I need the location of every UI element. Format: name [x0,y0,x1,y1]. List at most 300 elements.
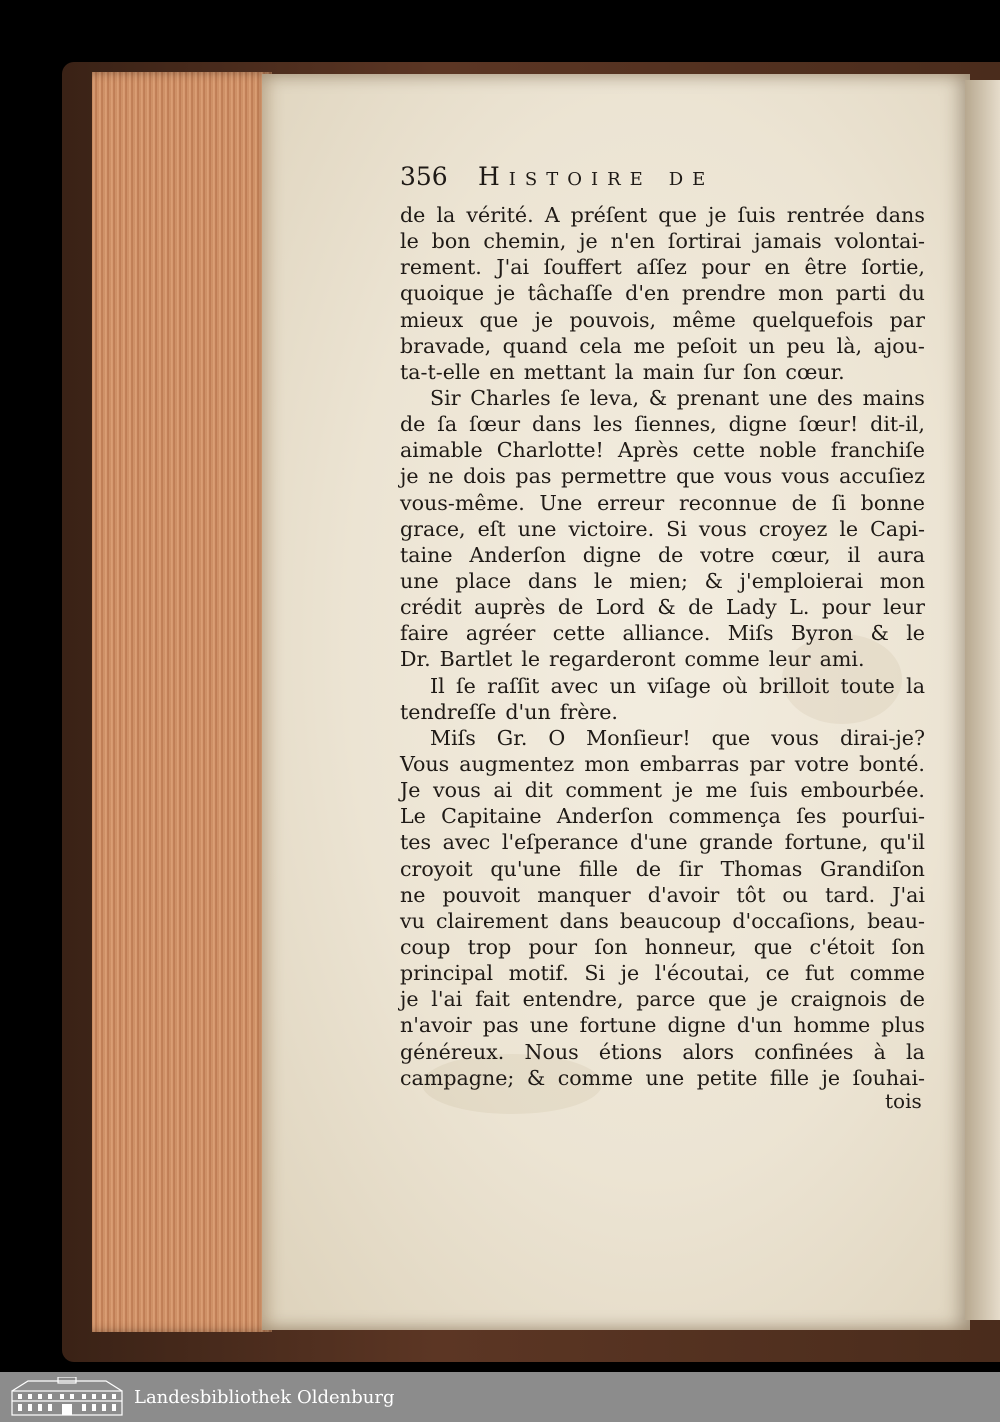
word: beau- [867,908,925,933]
word: eſt [477,516,506,541]
text-line [400,986,925,1012]
text-line [400,960,925,986]
word: ſon [743,359,777,384]
text-line [400,1039,925,1065]
word: agréer [465,621,536,646]
word: d'une [630,830,688,855]
word: vérité. [466,203,534,227]
word: grace, [400,516,466,541]
word: comme [684,647,760,672]
word: regarderont [549,647,676,672]
word: ſes [796,804,827,829]
word: principal [400,961,494,986]
word: avec [442,830,491,855]
word: trop [467,934,512,959]
word: ſur [703,359,735,384]
word: Charles [470,385,551,410]
word: Charlotte! [496,438,604,463]
word: quelquefois [752,307,874,332]
word: alliance. [622,621,711,646]
word: campagne; [400,1065,515,1090]
word: fille [769,1065,810,1090]
text-line [400,437,925,463]
text-line [400,228,925,254]
word: votre [794,751,850,776]
word: quoique [400,281,485,306]
word: je [534,307,554,332]
word: Bartlet [439,647,513,672]
word: dois [463,464,506,489]
word: ſœur [469,412,521,437]
word: Miſs [430,725,476,750]
word: même [672,307,736,332]
word: avec [550,673,599,698]
text-line [400,202,925,228]
word: confinées [754,1039,854,1064]
word: le [521,647,541,672]
word: ta-t-elle [400,359,481,384]
word: crédit [400,595,462,620]
text-line [400,385,925,411]
word: dans [532,412,582,437]
text-line [400,463,925,489]
word: de [635,856,662,881]
word: permettre [561,464,667,489]
word: la [614,359,634,384]
word: Grandiſon [820,856,925,881]
word: plus [881,1013,925,1038]
word: le [593,568,613,593]
word: une [529,1013,569,1038]
word: ſouhai- [852,1065,925,1090]
word: ſon [891,934,925,959]
word: bonté. [859,751,925,776]
word: je [400,464,419,489]
word: raſſit [487,673,540,698]
word: d'un [505,699,551,724]
word: cœur, [771,542,831,567]
word: une [517,516,557,541]
word: digne [667,1013,726,1038]
text-line [400,1065,925,1091]
word: homme [793,1013,871,1038]
word: il [847,542,861,567]
word: mettant [523,359,606,384]
word: clairement [436,908,549,933]
word: fille [578,856,619,881]
word: que [753,934,793,959]
word: mon [778,281,824,306]
word: le [906,621,925,646]
word: Dr. [400,647,431,672]
word: dans [527,568,578,593]
word: pour [701,255,751,280]
word: je [496,281,516,306]
word: ne [400,882,426,907]
word: de [791,490,817,515]
body-text [400,202,925,1091]
word: mieux [400,307,464,332]
word: me [705,778,738,803]
word: cœur. [785,359,845,384]
word: ne [428,464,454,489]
text-line [400,307,925,333]
word: Thomas [720,856,803,881]
text-line [400,359,925,385]
word: Capitaine [441,804,542,829]
word: ſiennes, [634,412,717,437]
word: qu'une [490,856,562,881]
word: par [889,307,925,332]
text-line [400,856,925,882]
word: la [906,673,925,698]
facing-page-edge [965,80,1000,1320]
word: ce [765,961,790,986]
word: par [749,751,785,776]
text-line [400,490,925,516]
word: le [400,229,419,254]
word: Vous [400,751,450,776]
word: pourſui- [841,804,925,829]
word: parce [636,987,696,1012]
word: fortune, [784,830,869,855]
text-line [400,882,925,908]
word: dit-il, [870,412,925,437]
word: reconnue [678,490,777,515]
word: croyez [758,516,828,541]
word: embarras [639,751,740,776]
word: à [873,1039,886,1064]
text-line [400,411,925,437]
word: de [657,542,684,567]
library-name: Landesbibliothek Oldenburg [134,1386,395,1408]
word: embourbée. [800,778,925,803]
word: & [648,385,668,410]
word: pouvois, [569,307,657,332]
word: mon [584,751,630,776]
word: de [400,203,426,227]
word: je [674,778,694,803]
text-line [400,777,925,803]
word: que [658,203,697,227]
word: ſe [456,673,476,698]
word: n'en [610,229,655,254]
word: Gr. [496,725,528,750]
word: fait [475,987,510,1012]
word: leur [768,647,811,672]
word: manquer [537,882,631,907]
word: rement. [400,255,482,280]
word: Lady [725,595,777,620]
word: ai [493,778,513,803]
word: pour [821,595,871,620]
catchword: tois [885,1089,922,1113]
word: Anderſon [469,542,567,567]
word: ami. [819,647,865,672]
text-line [400,594,925,620]
word: un [609,673,637,698]
word: leur [883,595,925,620]
word: tâchaſſe [527,281,613,306]
word: Anderſon [556,804,654,829]
word: Sir [430,385,461,410]
word: tendreſſe [400,699,497,724]
word: Si [666,516,687,541]
running-head: Histoire de [478,162,715,191]
word: pas [482,1013,519,1038]
word: parti [835,281,886,306]
word: être [804,255,847,280]
word: & [704,568,723,593]
library-building-icon [8,1377,126,1417]
word: tard. [825,882,876,907]
word: en [489,359,515,384]
word: une [645,1065,685,1090]
word: A [544,203,560,227]
word: ſortie, [861,255,925,280]
word: cette [692,438,746,463]
text-line [400,646,925,672]
word: me [633,333,666,358]
word: qu'il [879,830,925,855]
word: place [455,568,512,593]
word: peu [786,333,826,358]
page-number: 356 [400,162,448,191]
word: prendre [681,281,766,306]
word: bonne [860,490,925,515]
word: de [557,595,584,620]
word: pour [528,934,578,959]
word: dit [524,778,553,803]
word: aſſez [636,255,687,280]
word: mien; [629,568,688,593]
word: ou [782,882,809,907]
word: commença [668,804,781,829]
word: honneur, [644,934,737,959]
word: Monſieur! [586,725,691,750]
word: alors [682,1039,735,1064]
word: entendre, [522,987,624,1012]
word: main [642,359,695,384]
word: étions [598,1039,663,1064]
word: ſœur! [798,412,859,437]
word: faire [400,621,449,646]
word: chemin, [483,229,567,254]
word: que [676,464,715,489]
word: craignois [790,987,887,1012]
word: pas [515,464,552,489]
word: ſon [594,934,628,959]
word: O [548,725,566,750]
word: vous [724,464,773,489]
word: vous [771,725,820,750]
word: dans [875,203,925,227]
word: mains [862,385,925,410]
word: erreur [597,490,665,515]
text-line [400,751,925,777]
word: les [593,412,623,437]
word: ajou- [873,333,925,358]
word: je [821,1065,841,1090]
word: un [748,333,775,358]
word: digne [582,542,642,567]
word: préſent [570,203,648,227]
word: d'avoir [647,882,720,907]
word: accuſiez [839,464,925,489]
word: auprès [474,595,546,620]
word: Je [400,778,421,803]
word: volontai- [834,229,925,254]
word: Une [539,490,583,515]
word: que [707,987,747,1012]
word: dirai-je? [839,725,925,750]
word: dans [559,908,609,933]
word: Miſs [727,621,774,646]
text-line [400,673,925,699]
word: des [817,385,853,410]
word: comme [849,961,925,986]
text-line [400,934,925,960]
word: mon [879,568,925,593]
word: J'ai [892,882,925,907]
word: J'ai [496,255,530,280]
word: là, [836,333,863,358]
word: la [436,203,456,227]
word: & [870,621,889,646]
word: petite [696,1065,758,1090]
word: de [688,595,714,620]
word: leva, [589,385,640,410]
word: franchiſe [830,438,925,463]
word: ſortirai [667,229,742,254]
word: & [657,595,676,620]
text-line [400,908,925,934]
word: bon [431,229,471,254]
word: victoire. [568,516,655,541]
word: noble [759,438,817,463]
word: vous [432,778,481,803]
word: généreux. [400,1039,505,1064]
word: & [526,1065,546,1090]
word: ſa [437,412,458,437]
text-line [400,280,925,306]
word: beaucoup [619,908,722,933]
word: grande [699,830,774,855]
word: vu [400,908,425,933]
word: je [620,961,640,986]
word: coup [400,934,451,959]
word: je [759,987,778,1012]
word: l'eſperance [501,830,619,855]
word: fortune [579,1013,657,1038]
word: en [764,255,790,280]
word: vous [698,516,747,541]
word: frère. [559,699,618,724]
word: de [899,987,925,1012]
word: d'un [736,1013,783,1038]
word: peſoit [676,333,737,358]
word: ſouffert [543,255,622,280]
word: toute [840,673,895,698]
word: quand [502,333,568,358]
word: c'étoit [809,934,875,959]
text-line [400,803,925,829]
word: ſe [560,385,581,410]
word: augmentez [459,751,575,776]
word: où [722,673,748,698]
word: vous [781,464,830,489]
text-line [400,725,925,751]
word: Si [584,961,606,986]
word: la [906,1039,925,1064]
word: Il [430,673,445,698]
word: bravade, [400,333,492,358]
word: Nous [524,1039,579,1064]
word: digne [728,412,787,437]
word: Après [617,438,679,463]
word: une [400,568,439,593]
word: cela [579,333,622,358]
word: je [400,987,419,1012]
word: j'emploierai [739,568,864,593]
word: ſuis [749,778,788,803]
word: tes [400,830,432,855]
word: d'en [625,281,670,306]
word: je [579,229,598,254]
word: ſi [831,490,846,515]
word: cette [552,621,606,646]
word: du [898,281,925,306]
word: jamais [754,229,822,254]
word: vous-même. [400,490,525,515]
book-page-edges [92,72,272,1332]
word: une [768,385,808,410]
text-line [400,699,925,725]
word: taine [400,542,453,567]
word: n'avoir [400,1013,472,1038]
text-line [400,620,925,646]
word: que [711,725,751,750]
word: comment [565,778,663,803]
text-line [400,1012,925,1038]
word: fut [805,961,835,986]
word: Le [400,804,426,829]
word: comme [557,1065,633,1090]
text-line [400,516,925,542]
word: votre [700,542,755,567]
word: ſuis [737,203,776,227]
word: Byron [790,621,854,646]
footer-bar [0,1372,1000,1422]
word: l'ai [431,987,463,1012]
word: prenant [676,385,760,410]
word: viſage [647,673,711,698]
word: aura [877,542,925,567]
word: pouvoit [442,882,521,907]
word: tôt [736,882,766,907]
word: L. [789,595,810,620]
word: croyoit [400,856,473,881]
word: d'occaſions, [732,908,856,933]
word: l'écoutai, [654,961,751,986]
word: ſir [678,856,703,881]
word: motif. [508,961,569,986]
text-line [400,333,925,359]
word: brilloit [759,673,830,698]
word: rentrée [786,203,865,227]
word: de [400,412,426,437]
text-line [400,568,925,594]
